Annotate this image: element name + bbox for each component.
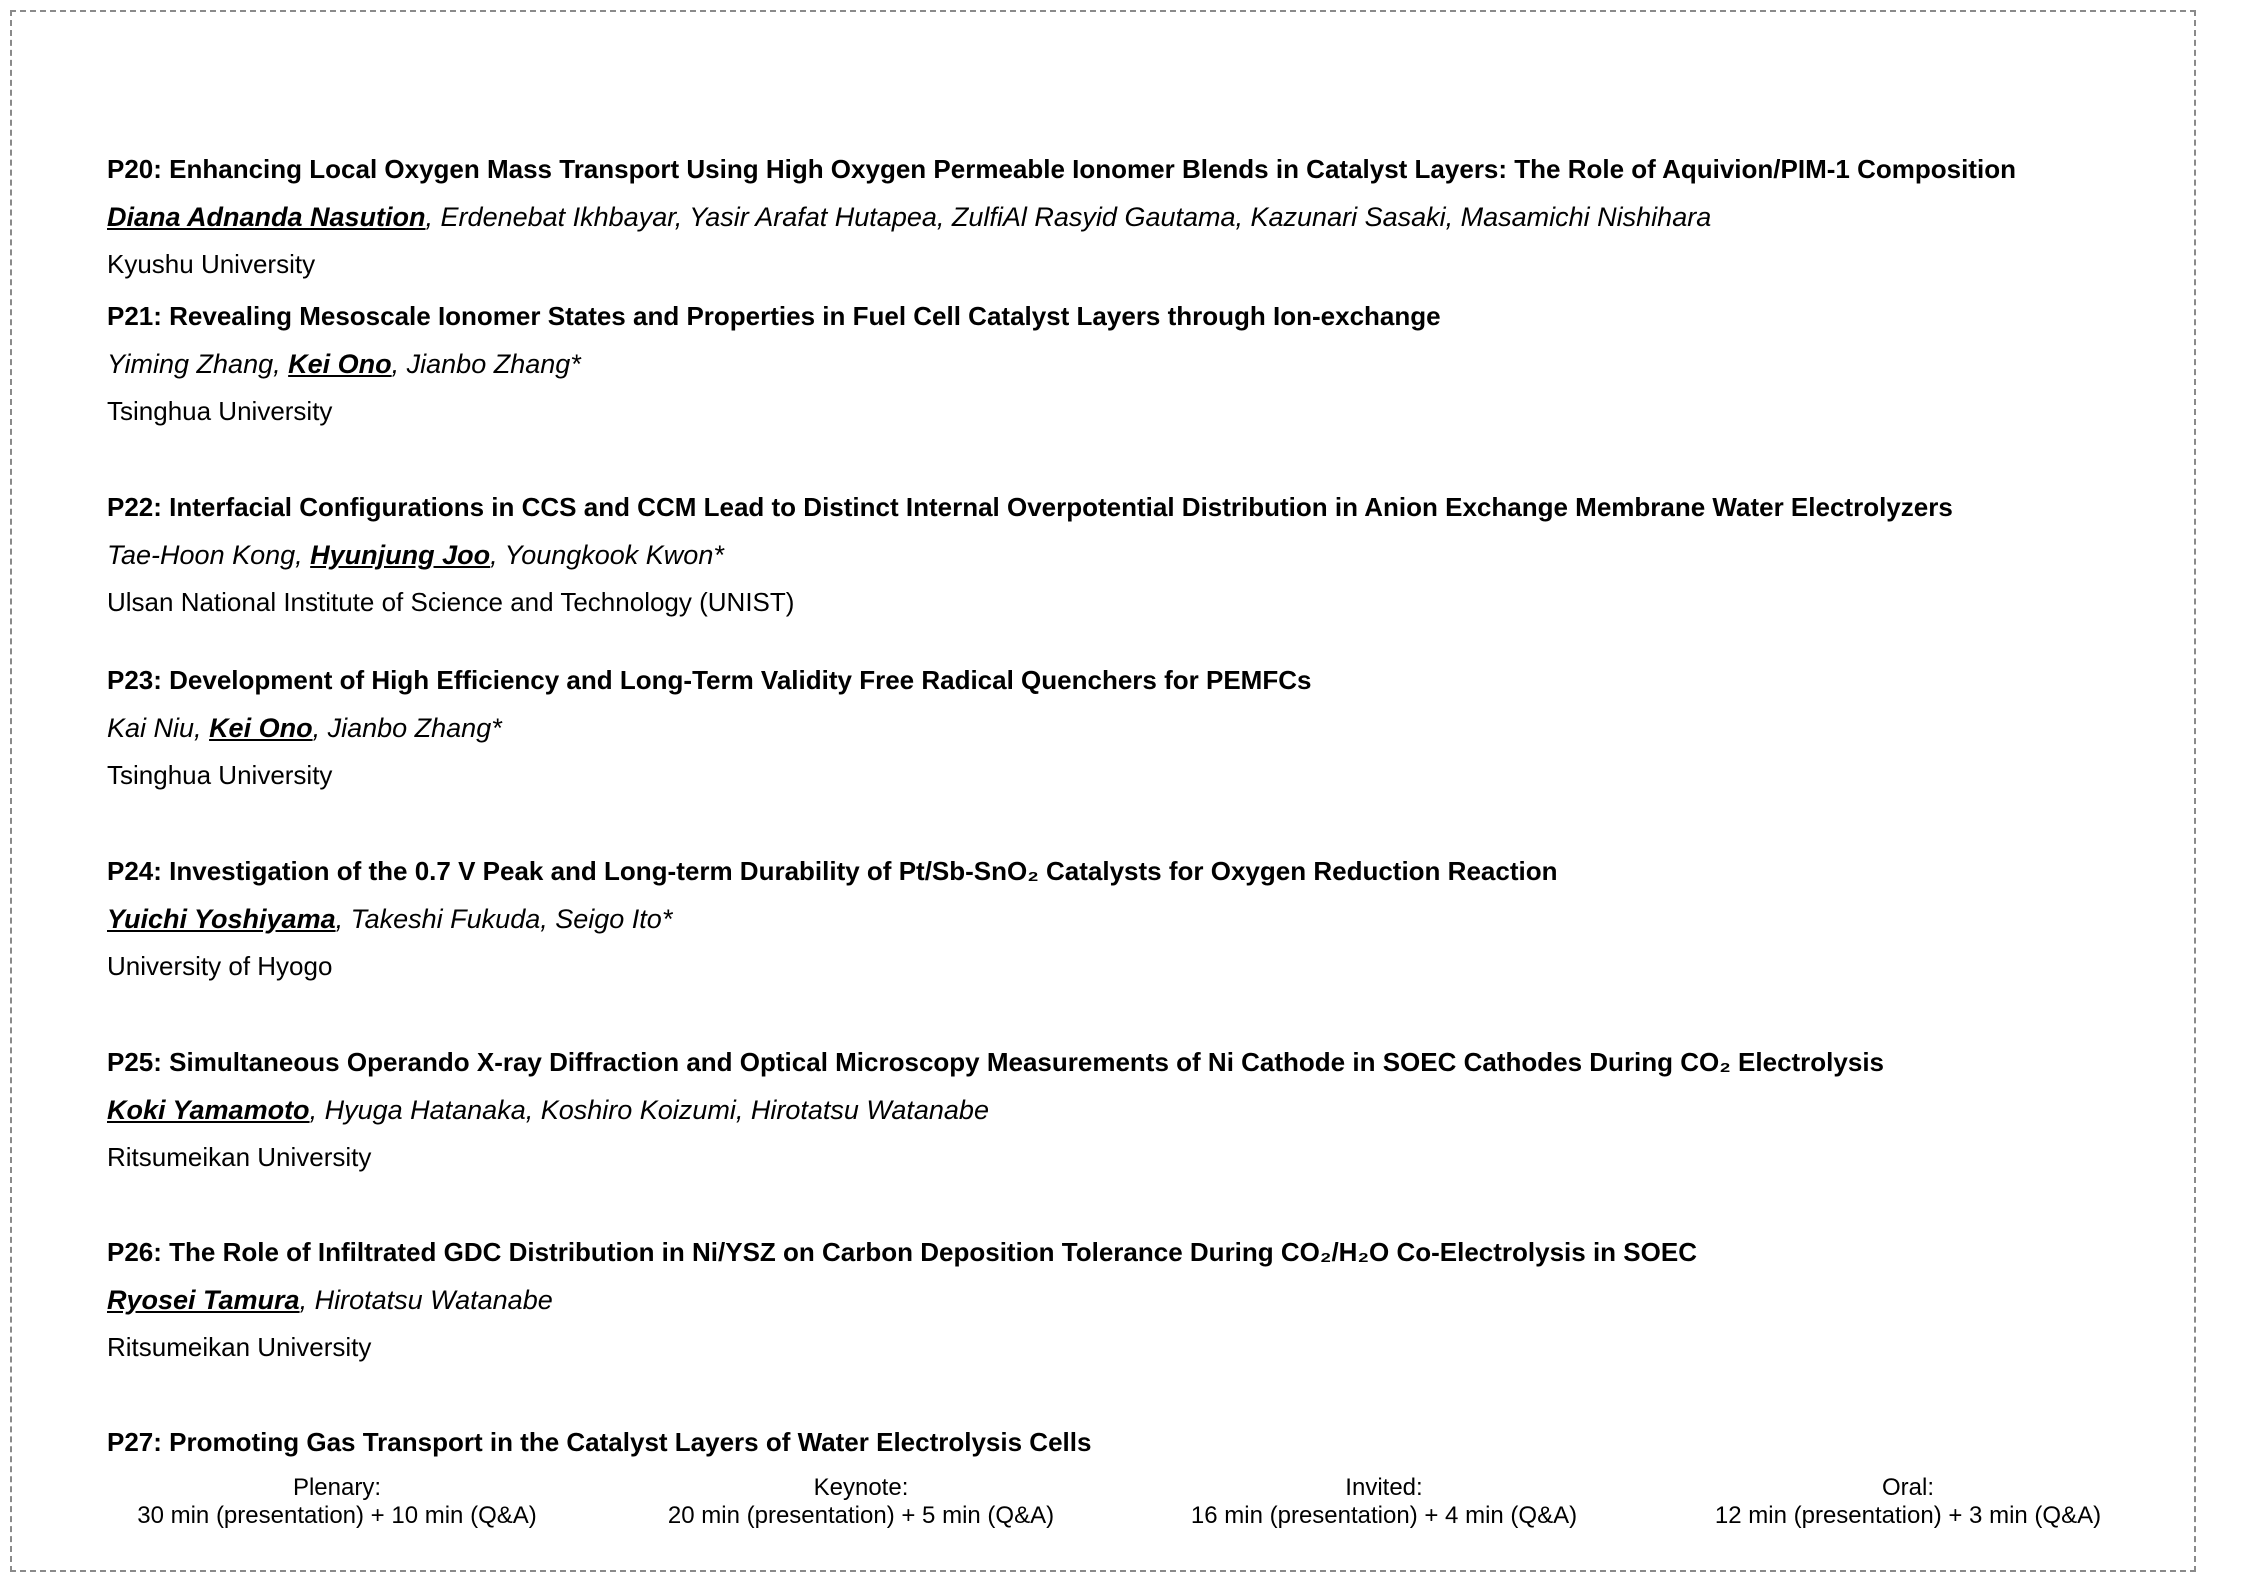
legend-detail: 30 min (presentation) + 10 min (Q&A) (137, 1502, 537, 1529)
poster-entry-p26 (107, 1237, 2147, 1362)
affiliation: Ulsan National Institute of Science and Technology (UNIST) (107, 587, 795, 617)
legend-label: Oral: (1881, 1474, 1934, 1501)
legend-detail: 12 min (presentation) + 3 min (Q&A) (1714, 1502, 2102, 1529)
session-duration-legend (0, 1474, 2246, 1534)
affiliation: Kyushu University (107, 249, 316, 279)
author-list: Kai Niu, Kei Ono, Jianbo Zhang* (107, 713, 502, 743)
poster-title: P24: Investigation of the 0.7 V Peak and Long-term Durability of Pt/Sb-SnO₂ Catalysts for Oxygen Reduction Reaction (107, 856, 1558, 886)
author-list: Diana Adnanda Nasution, Erdenebat Ikhbayar, Yasir Arafat Hutapea, ZulfiAl Rasyid Gautama, Kazunari Sasaki, Masamichi Nishihara (107, 202, 1712, 232)
poster-entry-p21 (107, 301, 2147, 426)
author-list: Yuichi Yoshiyama, Takeshi Fukuda, Seigo Ito* (107, 904, 673, 934)
author-list: Tae-Hoon Kong, Hyunjung Joo, Youngkook Kwon* (107, 540, 724, 570)
legend-label: Invited: (1345, 1474, 1423, 1501)
author: Yiming Zhang (107, 349, 274, 379)
affiliation: Ritsumeikan University (107, 1332, 372, 1362)
poster-title: P21: Revealing Mesoscale Ionomer States and Properties in Fuel Cell Catalyst Layers through Ion-exchange (107, 301, 1441, 331)
author: Koshiro Koizumi (540, 1095, 736, 1125)
poster-title: P25: Simultaneous Operando X-ray Diffraction and Optical Microscopy Measurements of Ni Cathode in SOEC Cathodes During CO₂ Electrolysis (107, 1047, 1885, 1077)
poster-title: P22: Interfacial Configurations in CCS and CCM Lead to Distinct Internal Overpotential Distribution in Anion Exchange Membrane Water Electrolyzers (107, 492, 1953, 522)
author: Takeshi Fukuda (350, 904, 541, 934)
affiliation: University of Hyogo (107, 951, 333, 981)
author: Masamichi Nishihara (1460, 202, 1712, 232)
author-list: Yiming Zhang, Kei Ono, Jianbo Zhang* (107, 349, 581, 379)
author: Yasir Arafat Hutapea (689, 202, 937, 232)
poster-title: P26: The Role of Infiltrated GDC Distribution in Ni/YSZ on Carbon Deposition Tolerance During CO₂/H₂O Co-Electrolysis in SOEC (107, 1237, 1697, 1267)
author: Tae-Hoon Kong (107, 540, 296, 570)
author-presenter: Hyunjung Joo (310, 540, 491, 570)
poster-entry-p24 (107, 856, 2147, 981)
legend-label: Plenary: (292, 1474, 382, 1501)
author: Hirotatsu Watanabe (750, 1095, 989, 1125)
legend-oral (1628, 1474, 2188, 1530)
poster-title: P27: Promoting Gas Transport in the Catalyst Layers of Water Electrolysis Cells (107, 1427, 1092, 1457)
legend-detail: 20 min (presentation) + 5 min (Q&A) (667, 1502, 1055, 1529)
author: Youngkook Kwon* (504, 540, 724, 570)
poster-entry-p27 (107, 1427, 2147, 1457)
author: Erdenebat Ikhbayar (440, 202, 675, 232)
author-presenter: Kei Ono (209, 713, 313, 743)
author: Kai Niu (107, 713, 195, 743)
legend-plenary (57, 1474, 617, 1530)
poster-entry-p22 (107, 492, 2147, 617)
author: Seigo Ito* (555, 904, 673, 934)
author-presenter: Yuichi Yoshiyama (107, 904, 336, 934)
author-presenter: Kei Ono (288, 349, 392, 379)
author: ZulfiAl Rasyid Gautama (951, 202, 1236, 232)
legend-detail: 16 min (presentation) + 4 min (Q&A) (1190, 1502, 1578, 1529)
author-presenter: Diana Adnanda Nasution (107, 202, 426, 232)
author-list: Ryosei Tamura, Hirotatsu Watanabe (107, 1285, 553, 1315)
author: Kazunari Sasaki (1250, 202, 1446, 232)
poster-entry-p23 (107, 665, 2147, 790)
author-presenter: Ryosei Tamura (107, 1285, 300, 1315)
author: Jianbo Zhang* (327, 713, 502, 743)
legend-label: Keynote: (813, 1474, 909, 1501)
poster-entry-p25 (107, 1047, 2147, 1172)
legend-invited (1104, 1474, 1664, 1530)
author: Hirotatsu Watanabe (314, 1285, 553, 1315)
affiliation: Tsinghua University (107, 396, 333, 426)
poster-entry-p20 (107, 154, 2147, 279)
affiliation: Tsinghua University (107, 760, 333, 790)
poster-title: P20: Enhancing Local Oxygen Mass Transport Using High Oxygen Permeable Ionomer Blends in Catalyst Layers: The Role of Aquivion/PIM-1 Composition (107, 154, 2016, 184)
legend-keynote (581, 1474, 1141, 1530)
author-list: Koki Yamamoto, Hyuga Hatanaka, Koshiro Koizumi, Hirotatsu Watanabe (107, 1095, 989, 1125)
affiliation: Ritsumeikan University (107, 1142, 372, 1172)
author: Hyuga Hatanaka (324, 1095, 526, 1125)
poster-title: P23: Development of High Efficiency and Long-Term Validity Free Radical Quenchers for PEMFCs (107, 665, 1312, 695)
author: Jianbo Zhang* (406, 349, 581, 379)
author-presenter: Koki Yamamoto (107, 1095, 310, 1125)
